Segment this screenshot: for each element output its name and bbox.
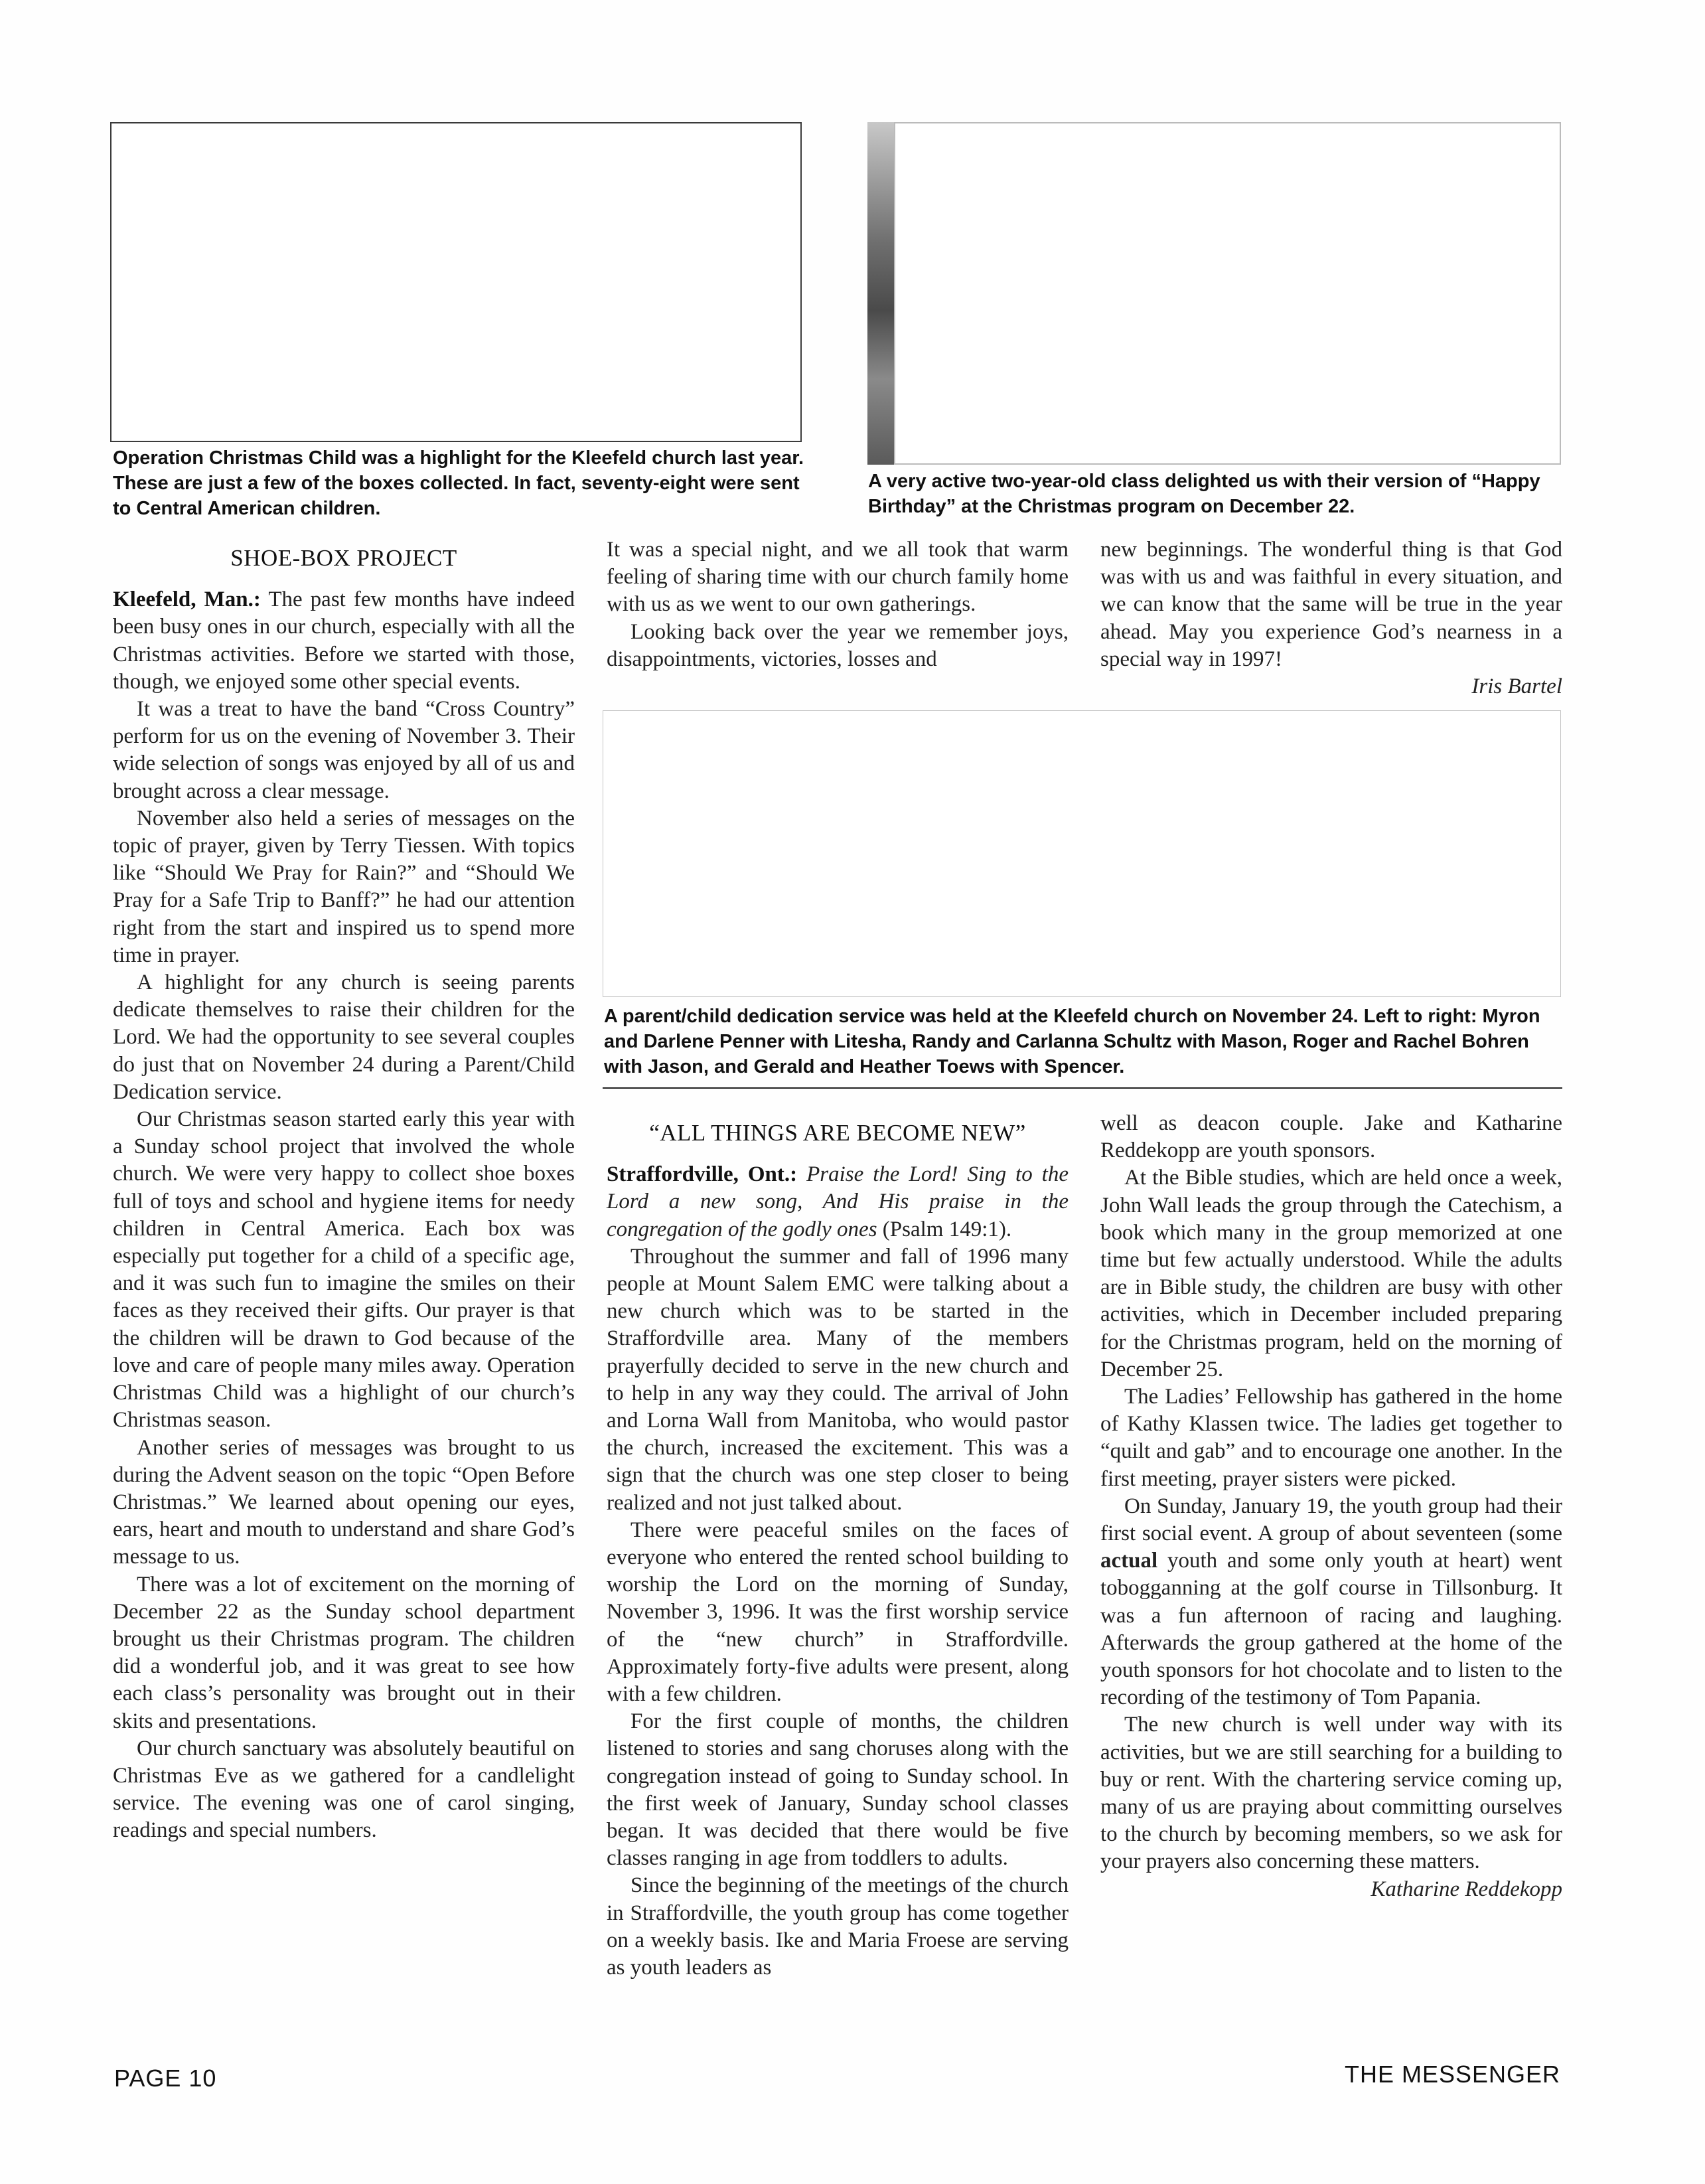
paragraph: Another series of messages was brought to us during the Advent season on the topic “Open Before Christmas.” We learned about opening our eyes, ears, heart and mouth to understand and share God’s message to us. [113,1435,575,1569]
paragraph: The new church is well under way with its activities, but we are still searching for a building to buy or rent. With the chartering service coming up, many of us are praying about committing ourselves to the church by becoming members, so we ask for your prayers also concerning these matters. [1100,1713,1562,1874]
paragraph: Looking back over the year we remember joys, disappointments, victories, losses and [607,619,1069,671]
lead-paragraph [113,586,575,696]
psalm-quote: Praise the Lord! Sing to the Lord a new song, And His praise in the congregation of the godly ones [607,1162,1069,1241]
paragraph: Our Christmas season started early this year with a Sunday school project that involved the whole church. We were very happy to collect shoe boxes full of toys and school and hygiene items for needy children in Central America. Each box was especially put together for a child of a specific age, and it was such fun to imagine the smiles on their faces as they received their gifts. Our prayer is that the children will be drawn to God because of the love and care of people many miles away. Operation Christmas Child was a highlight of our church’s Christmas season. [113,1107,575,1433]
photo-two-year-old-class [894,122,1561,465]
article-new-church-col3 [1100,1110,1562,1903]
article-shoe-box-col3 [1100,536,1562,700]
paragraph: Since the beginning of the meetings of the church in Straffordville, the youth group has come together on a weekly basis. Ike and Maria Froese are serving as youth leaders as [607,1873,1069,1980]
lead-paragraph [607,1161,1069,1243]
photo-dedication-service [603,710,1561,997]
paragraph [1100,1493,1562,1712]
article-new-church-col2 [607,1119,1069,1982]
caption-dedication-service: A parent/child dedication service was held at the Kleefeld church on November 24. Left to right: Myron and Darlene Penner with Litesha, Randy and Carlanna Schultz with Mason, Roger and Rachel Bohren with Jason, and Gerald and Heather Toews with Spencer. [604,1006,1540,1077]
publication-name: THE MESSENGER [1344,2061,1560,2088]
paragraph: There were peaceful smiles on the faces of everyone who entered the rented school building to worship the Lord on the morning of Sunday, November 3, 1996. It was the first worship service of the “new church” in Straffordville. Approximately forty-five adults were present, along with a few children. [607,1518,1069,1707]
paragraph: It was a treat to have the band “Cross Country” perform for us on the evening of November 3. Their wide selection of songs was enjoyed by all of us and brought across a clear message. [113,697,575,803]
paragraph: There was a lot of excitement on the morning of December 22 as the Sunday school department brought us their Christmas program. The children did a wonderful job, and it was great to see how each class’s personality was brought out in their skits and presentations. [113,1572,575,1733]
section-divider [603,1087,1562,1089]
author-katharine-reddekopp: Katharine Reddekopp [1371,1877,1562,1901]
paragraph: A highlight for any church is seeing parents dedicate themselves to raise their children for the Lord. We had the opportunity to see several couples do just that on November 24 during a Parent/Child Dedication service. [113,971,575,1104]
paragraph: Our church sanctuary was absolutely beautiful on Christmas Eve as we gathered for a candlelight service. The evening was one of carol singing, readings and special numbers. [113,1736,575,1843]
caption-shoe-boxes: Operation Christmas Child was a highlight for the Kleefeld church last year. These are just a few of the boxes collected. In fact, seventy-eight were sent to Central American children. [113,447,804,519]
lead-text: The past few months have indeed been busy ones in our church, especially with all the Christmas activities. Before we started with those, though, we enjoyed some other special events. [113,587,575,694]
paragraph: November also held a series of messages on the topic of prayer, given by Terry Tiessen. With topics like “Should We Pray for Rain?” and “Should We Pray for a Safe Trip to Banff?” he had our attention right from the start and inspired us to spend more time in prayer. [113,806,575,967]
headline-all-things-new: “ALL THINGS ARE BECOME NEW” [649,1120,1026,1146]
paragraph: Throughout the summer and fall of 1996 many people at Mount Salem EMC were talking about a new church which was to be started in the Straffordville area. Many of the members prayerfully decided to serve in the new church and to help in any way they could. The arrival of John and Lorna Wall from Manitoba, who would pastor the church, increased the excitement. This was a sign that the church was one step closer to being realized and not just talked about. [607,1244,1069,1515]
text-run: On Sunday, January 19, the youth group had their first social event. A group of about seventeen (some [1100,1494,1562,1546]
dateline-kleefeld: Kleefeld, Man.: [113,587,261,612]
paragraph: well as deacon couple. Jake and Katharine Reddekopp are youth sponsors. [1100,1111,1562,1163]
paragraph: For the first couple of months, the children listened to stories and sang choruses along with the congregation instead of going to Sunday school. In the first week of January, Sunday school classes began. It was decided that there would be five classes ranging in age from toddlers to adults. [607,1709,1069,1871]
paragraph: new beginnings. The wonderful thing is that God was with us and was faithful in every situation, and we can know that the same will be true in the year ahead. May you experience God’s nearness in a special way in 1997! [1100,538,1562,671]
author-iris-bartel: Iris Bartel [1471,674,1562,699]
headline-shoe-box-project: SHOE-BOX PROJECT [230,545,457,571]
psalm-reference: (Psalm 149:1). [882,1217,1012,1241]
article-shoe-box-col2 [607,536,1069,673]
paragraph: The Ladies’ Fellowship has gathered in the home of Kathy Klassen twice. The ladies get together to “quilt and gab” and to encourage one another. In the first meeting, prayer sisters were picked. [1100,1385,1562,1491]
page-number: PAGE 10 [114,2065,217,2092]
emphasis-actual: actual [1100,1549,1158,1573]
paragraph: At the Bible studies, which are held once a week, John Wall leads the group through the Catechism, a book which many in the group memorized at one time but few actually understood. While the adults are in Bible study, the children are busy with other activities, which in December included preparing for the Christmas program, held on the morning of December 25. [1100,1166,1562,1381]
photo-shoe-boxes [110,122,802,442]
paragraph: It was a special night, and we all took that warm feeling of sharing time with our church family home with us as we went to our own gatherings. [607,538,1069,617]
caption-two-year-old-class: A very active two-year-old class delighted us with their version of “Happy Birthday” at the Christmas program on December 22. [868,471,1540,517]
photo-class-edge [867,122,895,465]
article-shoe-box-col1 [113,544,575,1845]
text-run: youth and some only youth at heart) went tobogganning at the golf course in Tillsonburg. It was a fun afternoon of racing and laughing. Afterwards the group gathered at the home of the youth sponsors for hot chocolate and to listen to the recording of the testimony of Tom Papania. [1100,1549,1562,1710]
dateline-straffordville: Straffordville, Ont.: [607,1162,798,1187]
